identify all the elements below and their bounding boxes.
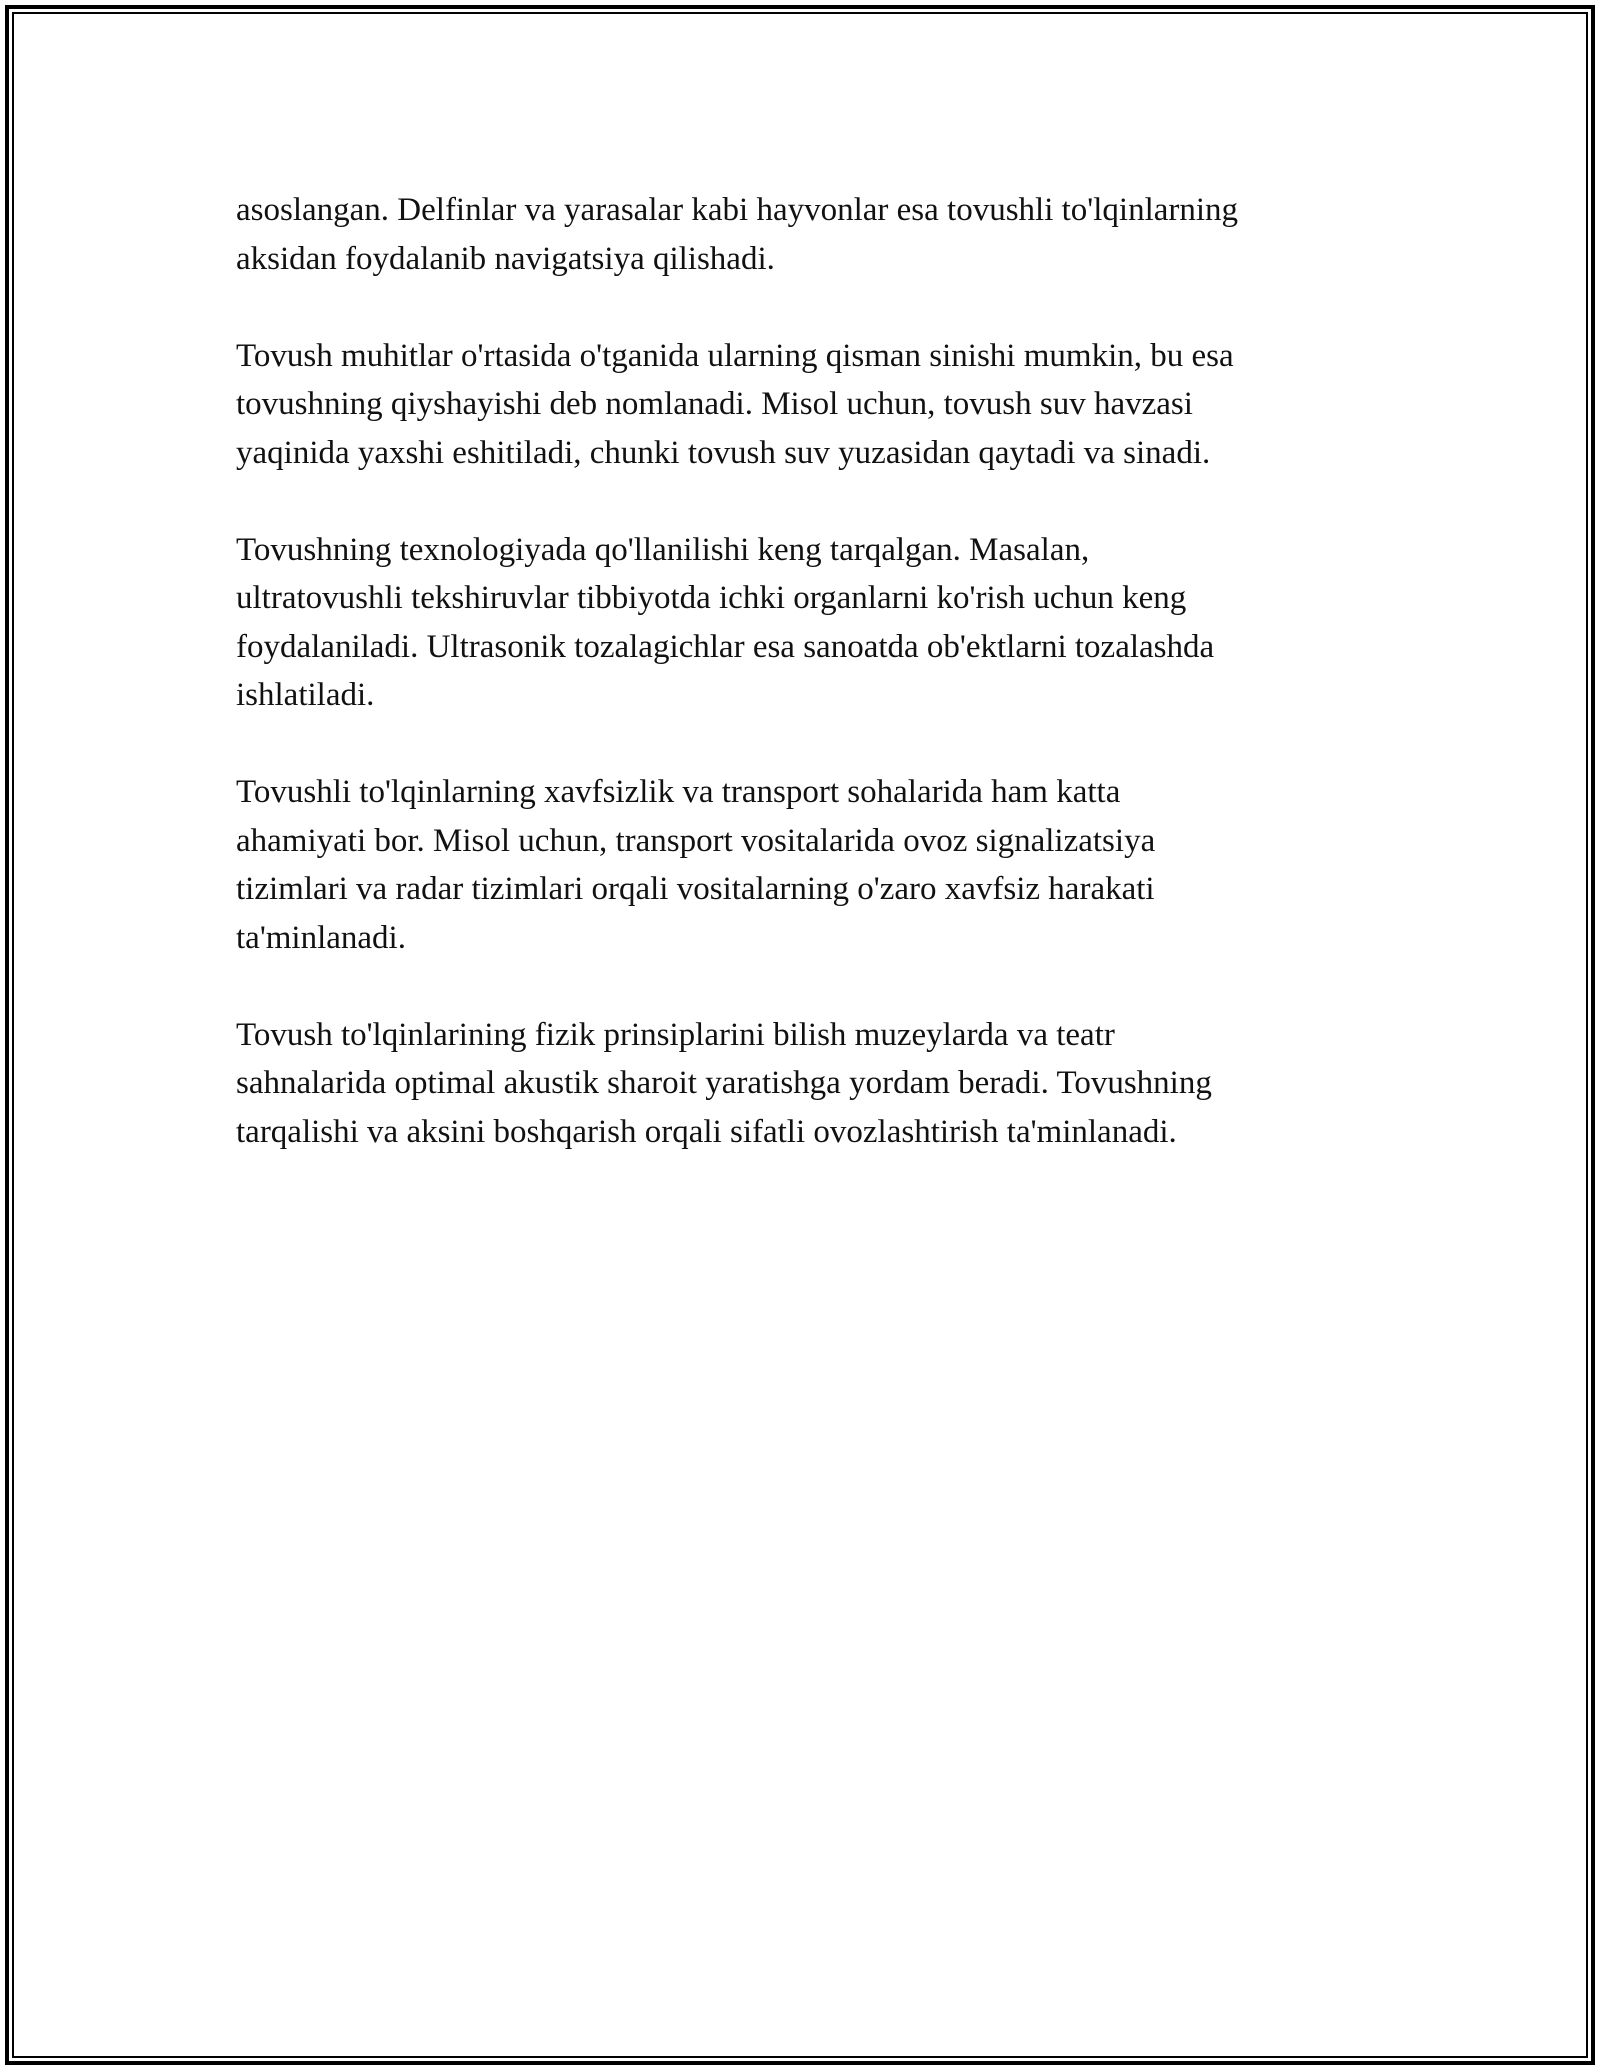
text-line: foydalaniladi. Ultrasonik tozalagichlar esa sanoatda ob'ektlarni tozalashda [236, 628, 1215, 665]
paragraph-safety-transport [236, 768, 1376, 962]
paragraph-technology [236, 526, 1376, 720]
paragraph-acoustics [236, 1011, 1376, 1157]
text-line: yaqinida yaxshi eshitiladi, chunki tovush suv yuzasidan qaytadi va sinadi. [236, 434, 1211, 471]
text-line: ta'minlanadi. [236, 919, 406, 956]
text-line: Tovush muhitlar o'rtasida o'tganida ularning qisman sinishi mumkin, bu esa [236, 337, 1234, 374]
paragraph-echolocation [236, 186, 1376, 283]
text-line: tovushning qiyshayishi deb nomlanadi. Misol uchun, tovush suv havzasi [236, 386, 1193, 422]
text-line: tizimlari va radar tizimlari orqali vositalarning o'zaro xavfsiz harakati [236, 871, 1155, 907]
text-line: aksidan foydalanib navigatsiya qilishadi. [236, 240, 775, 277]
paragraph-refraction [236, 332, 1376, 478]
text-line: tarqalishi va aksini boshqarish orqali sifatli ovozlashtirish ta'minlanadi. [236, 1113, 1177, 1150]
text-line: Tovush to'lqinlarining fizik prinsiplarini bilish muzeylarda va teatr [236, 1016, 1115, 1053]
text-line: ultratovushli tekshiruvlar tibbiyotda ichki organlarni ko'rish uchun keng [236, 580, 1187, 616]
text-line: Tovushli to'lqinlarning xavfsizlik va transport sohalarida ham katta [236, 774, 1121, 810]
text-line: sahnalarida optimal akustik sharoit yaratishga yordam beradi. Tovushning [236, 1065, 1212, 1101]
document-body [236, 186, 1376, 1205]
text-line: ishlatiladi. [236, 677, 375, 713]
text-line: Tovushning texnologiyada qo'llanilishi keng tarqalgan. Masalan, [236, 531, 1090, 568]
text-line: asoslangan. Delfinlar va yarasalar kabi hayvonlar esa tovushli to'lqinlarning [236, 192, 1239, 228]
text-line: ahamiyati bor. Misol uchun, transport vositalarida ovoz signalizatsiya [236, 822, 1156, 859]
